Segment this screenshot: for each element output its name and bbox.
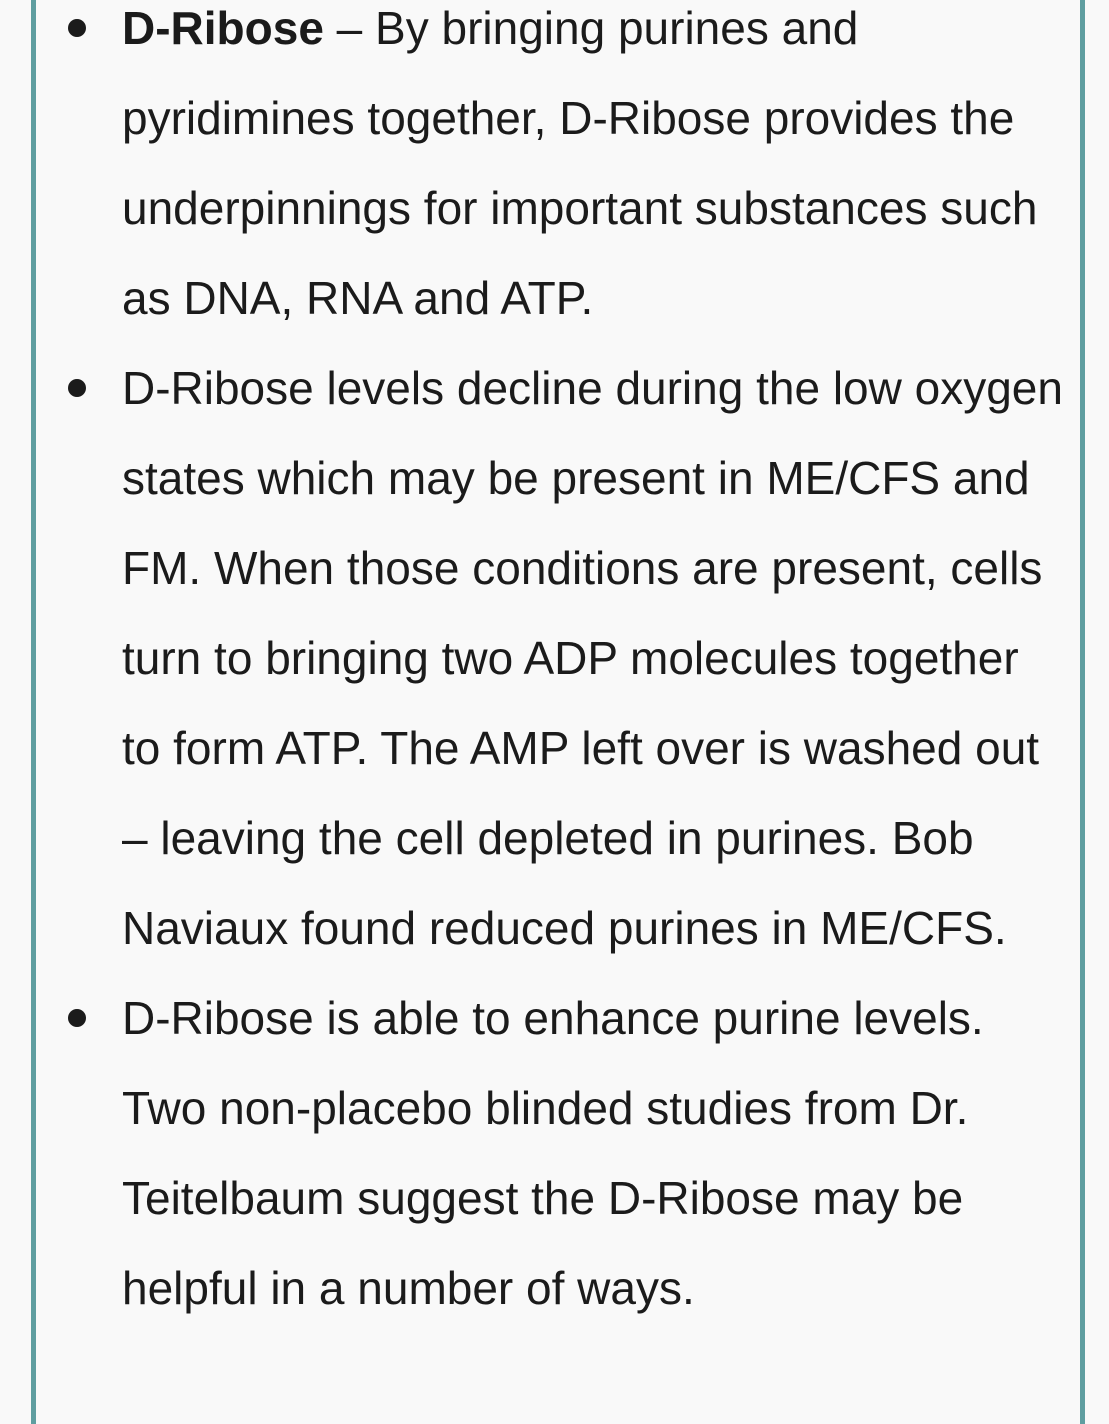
bullet-point <box>68 1009 86 1027</box>
bullet-point <box>68 379 86 397</box>
bullet-point <box>68 19 86 37</box>
list-item-text: D-Ribose is able to enhance purine levels. Two non-placebo blinded studies from Dr. Teitelbaum suggest the D-Ribose may be helpful in a number of ways. <box>122 992 984 1314</box>
list-item <box>122 0 1067 343</box>
bullet-list <box>122 0 1067 1333</box>
content-panel <box>31 0 1085 1424</box>
list-item-text: – By bringing purines and pyridimines together, D-Ribose provides the underpinnings for important substances such as DNA, RNA and ATP. <box>122 2 1038 324</box>
list-item <box>122 343 1067 973</box>
term-label: D-Ribose <box>122 2 324 54</box>
list-item <box>122 973 1067 1333</box>
list-item-text: D-Ribose levels decline during the low oxygen states which may be present in ME/CFS and FM. When those conditions are present, cells turn to bringing two ADP molecules together to form ATP. The AMP left over is washed out – leaving the cell depleted in purines. Bob Naviaux found reduced purines in ME/CFS. <box>122 362 1063 954</box>
